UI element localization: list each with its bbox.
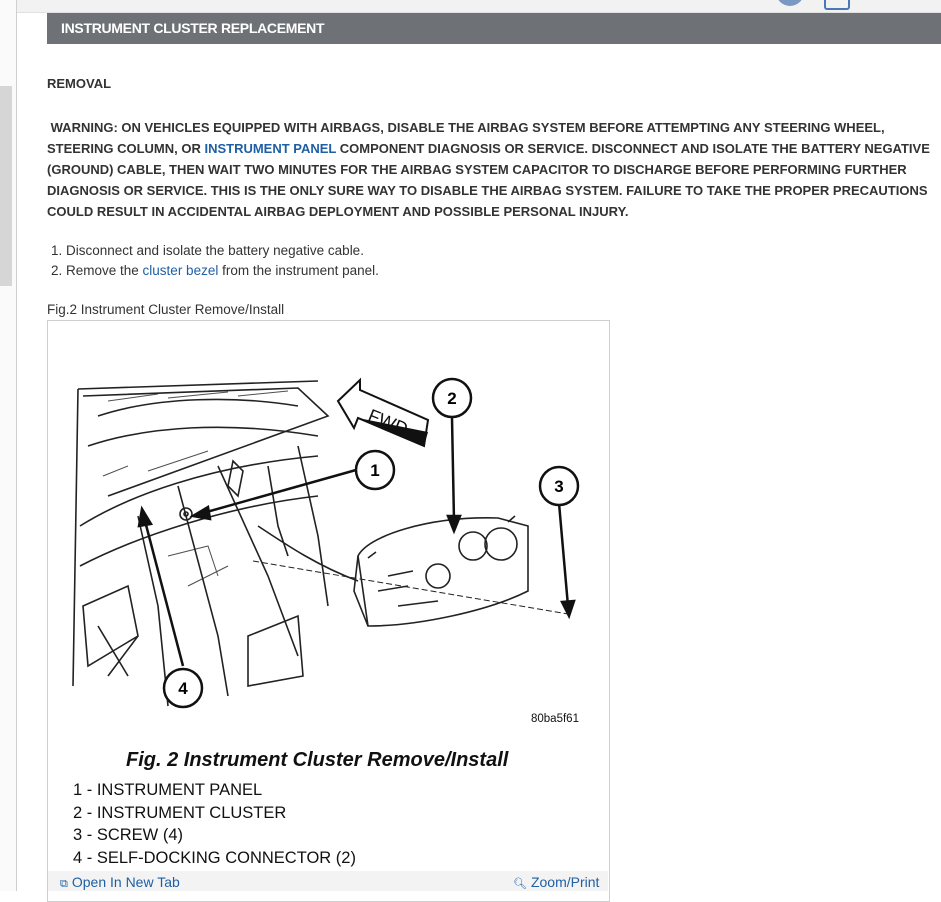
page-title: INSTRUMENT CLUSTER REPLACEMENT [47, 13, 941, 44]
instrument-panel-link[interactable]: INSTRUMENT PANEL [204, 141, 337, 156]
fwd-label: FWD [365, 405, 411, 440]
warning-text [47, 117, 932, 222]
cluster-bezel-link[interactable]: cluster bezel [142, 263, 219, 278]
left-scrollbar[interactable] [0, 0, 17, 891]
figure-legend [73, 779, 356, 869]
figure-id: 80ba5f61 [531, 713, 579, 725]
step-list [51, 241, 379, 281]
step2-suffix: from the instrument panel. [218, 263, 379, 278]
legend-item: 4 - SELF-DOCKING CONNECTOR (2) [73, 848, 356, 867]
scrollbar-thumb[interactable] [0, 86, 12, 286]
user-avatar-icon[interactable] [776, 0, 804, 6]
instrument-cluster-diagram [68, 376, 608, 716]
figure-container [47, 320, 610, 902]
window-icon[interactable] [824, 0, 850, 10]
warning-text-part1: WARNING: ON VEHICLES EQUIPPED WITH AIRBAGS, DISABLE THE AIRBAG SYSTEM BEFORE ATTEMPTING ANY STEERING WHEEL, STEERING COLUMN, OR [47, 120, 885, 156]
step2-prefix: 2. Remove the [51, 263, 143, 278]
open-in-new-tab-link[interactable] [60, 874, 180, 891]
legend-item: 3 - SCREW (4) [73, 826, 184, 844]
figure-caption: Fig.2 Instrument Cluster Remove/Install [47, 302, 285, 317]
fwd-arrow-icon [338, 380, 428, 446]
cluster-drawing [354, 516, 528, 626]
warning-text-part2: COMPONENT DIAGNOSIS OR SERVICE. DISCONNECT AND ISOLATE THE BATTERY NEGATIVE (GROUND) CABLE, THEN WAIT TWO MINUTES FOR THE AIRBAG SYSTEM CAPACITOR TO DISCHARGE BEFORE PERFORMING FURTHER DIAGNOSIS OR SERVICE. THIS IS THE ONLY SURE WAY TO DISABLE THE AIRBAG SYSTEM. FAILURE TO TAKE THE PROPER PRECAUTIONS COULD RESULT IN ACCIDENTAL AIRBAG DEPLOYMENT AND POSSIBLE PERSONAL INJURY. [47, 141, 930, 219]
section-heading: REMOVAL [47, 76, 112, 91]
legend-item: 2 - INSTRUMENT CLUSTER [73, 803, 287, 822]
step-item [51, 261, 379, 281]
zoom-print-label: Zoom/Print [530, 874, 600, 890]
callout-4: 4 [178, 679, 188, 698]
callout-3: 3 [554, 477, 564, 496]
new-tab-icon: ⧉ [60, 878, 68, 890]
callout-2: 2 [447, 389, 457, 408]
step-item: 1. Disconnect and isolate the battery negative cable. [51, 243, 364, 258]
zoom-icon: 🔍︎ [513, 878, 527, 890]
figure-title: Fig. 2 Instrument Cluster Remove/Install [126, 749, 509, 771]
open-tab-label: Open In New Tab [71, 874, 180, 890]
callout-1: 1 [370, 461, 380, 480]
zoom-print-link[interactable] [513, 874, 599, 890]
legend-item: 1 - INSTRUMENT PANEL [73, 781, 263, 799]
top-toolbar [0, 0, 941, 13]
